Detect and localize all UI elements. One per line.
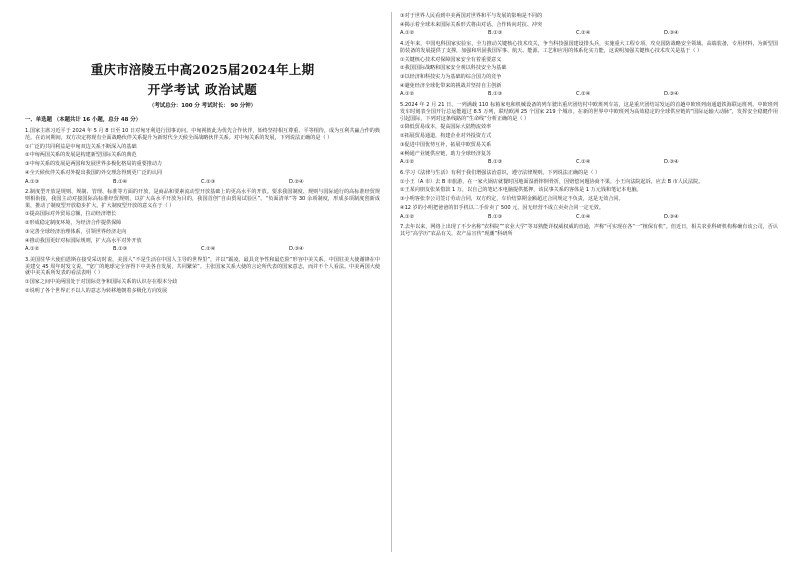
answer-choice-d: D.②④ bbox=[289, 178, 304, 185]
question-2 bbox=[25, 189, 380, 253]
answer-choices bbox=[25, 246, 380, 253]
answer-choice-a: A.①② bbox=[25, 246, 40, 253]
answer-choice-d: D.③④ bbox=[289, 246, 304, 253]
question-3-continued bbox=[400, 13, 778, 37]
statement-option: ③促进中国优势互补，拓展中欧贸易关系 bbox=[400, 141, 492, 148]
left-column bbox=[25, 0, 380, 562]
answer-choice-c: C.②④ bbox=[576, 213, 591, 220]
answer-choice-a: A.①② bbox=[400, 213, 415, 220]
statement-option: ③以经济和科技实力为基础的综合国力的竞争 bbox=[400, 74, 502, 81]
question-stem: 7.去年以来，网络上出现了不少名称“农科院”“农业大学”等耳熟能详权威权威的直通，声称“可实现在各“一”植保有机”。但近日，相关农业科研机构称确有该公司，否认其号“高学历”农品有关，农产品宣传“现潮”科研所 bbox=[400, 224, 778, 237]
answer-choice-d: D.③④ bbox=[664, 30, 679, 37]
right-column bbox=[400, 0, 778, 562]
statement-option: ①广泛的共同利益是中匈双边关系不断深入的基础 bbox=[25, 143, 137, 150]
answer-choices bbox=[400, 159, 778, 166]
statement-option: ④揭示着全球未来国际关系形式将由对话、合作转向对抗、冲突 bbox=[400, 21, 543, 28]
statement-option: ②拓展贸易通道，构建企业对外投资方式 bbox=[400, 133, 492, 140]
exam-title-line1: 重庆市涪陵五中高2025届2024年上期 bbox=[90, 62, 315, 77]
statement-option: ④畅通产业链供应链，助力全球经济复苏 bbox=[400, 150, 492, 157]
statement-option: ②形成稳定制度环境，为经济合作提供保障 bbox=[25, 220, 122, 227]
statement-option: ③中匈关系的发展是两国和发展世界多极化格局的重要推动力 bbox=[25, 161, 163, 168]
statement-option: ④全天候伙伴关系对外提出我国的外交理念得到更广泛的认同 bbox=[25, 169, 163, 176]
answer-choice-c: C.②④ bbox=[576, 159, 591, 166]
statement-option: ①小王（A 市）去 B 市旅游，在一家火锅店就餐时因地面湿滑摔倒骨折，因赔偿问题协商不果，小王向法院起诉，应去 B 市人民法院。 bbox=[400, 178, 704, 185]
statement-option: ②中匈两国关系的发展是构建新型国际关系的典范 bbox=[25, 152, 137, 159]
answer-choice-a: A.①② bbox=[400, 30, 415, 37]
answer-choice-d: D.③④ bbox=[664, 213, 679, 220]
answer-choice-b: B.①③ bbox=[488, 213, 503, 220]
statement-option: ③小明客张李公司签订劳动合同，双方约定，车价结算期金额超过合同规定不负责，这是无效合同。 bbox=[400, 196, 624, 203]
answer-choices bbox=[400, 30, 778, 37]
question-1 bbox=[25, 128, 380, 185]
statement-option: ②王某向朋友张某借款 1 万，以自己的笔记本电脑提供抵押，该民事关系的客体是 1 万元钱和笔记本电脑。 bbox=[400, 187, 642, 194]
question-4 bbox=[400, 41, 778, 98]
answer-choices bbox=[25, 179, 380, 186]
answer-choice-a: A.①② bbox=[400, 91, 415, 98]
statement-option: ④推动我国更好对标国际规则，扩大高水平对外开放 bbox=[25, 237, 142, 244]
question-stem: 6.学习《法律与生活》有利于我们增强法治意识，遵守法律规则。下列说法正确的是（ ） bbox=[400, 169, 601, 176]
column-divider bbox=[391, 12, 392, 552]
statement-option: ①关键核心技术对保障国家安全有着重要意义 bbox=[400, 56, 502, 63]
answer-choice-c: C.②③ bbox=[201, 178, 216, 185]
question-stem: 4.近年来，中国电科国家实验室，全力推动关键核心技术攻关，争当科技强国建设排头兵，实施重大工程专项，攻克国防战略安全领域、高端装备，专用材料，为新型国防装备的发展提供了支撑，加强和巩固我国军事、航天、能源、工艺和应用的体系化实力能，这说明加强关键核心技术攻关是基于（ ） bbox=[400, 41, 778, 54]
answer-choice-d: D.③④ bbox=[664, 159, 679, 166]
question-stem: 5.2024 年 2 月 21 日，一列满载 110 标箱家电和机械设备的列车驶出重庆团结村中欧班列车站，这是重庆团结站发运的首趟中欧班列南通道铁海联运班列。中欧班列发车时刻表全国开行总运能超过 8.5 万列，联结欧洲 25 个国家 219 个城市。在新的世界中中欧班列为高效稳定的全球供应链的“国际运输大动脉”，发挥安全稳健作用引起国际，下列对这条线路的“生命线”分析正确的是（ ） bbox=[400, 102, 778, 122]
statement-option: ③对于世界人民看到中美两国对世界和平与发展的影响是不同的 bbox=[400, 13, 543, 19]
answer-choice-c: C.②④ bbox=[201, 246, 216, 253]
question-stem: 3.美国驻华大使伯恩斯在接受采访时说，美国人“不是生活在中国人主导的世界里”，并以“霸凌、最具竞争性和最危险”形容中美关系。中国驻美大使谢锋在中美建交 45 周年时发文说，“宽广的地球完全容得下中美各自发展，共同繁荣”。主张国家关系大使的言论所代表的国家意志，而并不个人看法。中美两国大使就中美关系所发表的看法表明（ ） bbox=[25, 257, 380, 277]
question-5 bbox=[400, 102, 778, 166]
answer-choices bbox=[400, 214, 778, 221]
statement-option: ①降低贸易成本，提高国际大陆物流效率 bbox=[400, 124, 492, 131]
statement-option: ④避免经济全球化带来的挑战并坚持自主创新 bbox=[400, 82, 502, 89]
answer-choice-a: A.①② bbox=[400, 159, 415, 166]
statement-option: ④12 岁的小明把爸爸的旧手机以二手价卖了 500 元，因无经营不成立卖卖合同一定无效。 bbox=[400, 204, 604, 211]
question-6 bbox=[400, 170, 778, 220]
question-7 bbox=[400, 224, 778, 237]
answer-choice-c: C.②④ bbox=[576, 30, 591, 37]
exam-info: （考试总分：100 分 考试时长： 90 分钟） bbox=[148, 103, 257, 109]
question-stem: 2.制度型开放是规则、规制、管理、标准等方面的开放，是商品和要素流动型开放基础上的更高水平的开放。要求我国制度、规则与国际通行的高标准经贸规则相衔接，我国主动对接国际高标准经贸规则，以扩大高水平开放为目的，我国首创“自由贸易试验区”、“负面清单”等 30 余项制度，形成多项制度创新成果，推动了制度型开放稳步扩大。扩大制度型开放的意义在于（ ） bbox=[25, 189, 380, 209]
answer-choice-a: A.①③ bbox=[25, 178, 40, 185]
answer-choice-d: D.③④ bbox=[664, 91, 679, 98]
statement-option: ①提高国际对外贸易总额，拉动经济增长 bbox=[25, 211, 117, 218]
question-stem: 1.国家主席习近平于 2024 年 5 月 8 日至 10 日对匈牙利进行国事访问。中匈视彼此为优先合作伙伴，始终坚持相互尊重、平等相待，成为互利共赢合作的典范。在访问期间，双方决定将现有全面战略伙伴关系提升为新时代全天候全面战略伙伴关系。对中匈关系的发展，下列说法正确的是（ ） bbox=[25, 128, 380, 141]
question-3 bbox=[25, 257, 380, 295]
section-heading: 一、单选题 （本题共计 16 小题，总分 48 分） bbox=[25, 117, 142, 124]
statement-option: ①国家之间中美两国处于对国际竞争和国际关系的认识存在根本分歧 bbox=[25, 279, 178, 286]
answer-choice-b: B.①③ bbox=[488, 159, 503, 166]
answer-choice-b: B.①③ bbox=[488, 91, 503, 98]
answer-choice-c: C.②④ bbox=[576, 91, 591, 98]
statement-option: ②我国国际战略和国家安全观以科技安全为基础 bbox=[400, 65, 507, 72]
answer-choice-b: B.①③ bbox=[488, 30, 503, 37]
exam-title-line2: 开学考试 政治试题 bbox=[147, 81, 258, 97]
statement-option: ③完善全球经济治理体系，引领世界经济走向 bbox=[25, 228, 127, 235]
answer-choices bbox=[400, 91, 778, 98]
statement-option: ②说明了各个世界正不以人的意志为转移地朝着多极化方向发展 bbox=[25, 287, 168, 294]
answer-choice-b: B.①③ bbox=[113, 246, 128, 253]
answer-choice-b: B.①④ bbox=[113, 178, 128, 185]
